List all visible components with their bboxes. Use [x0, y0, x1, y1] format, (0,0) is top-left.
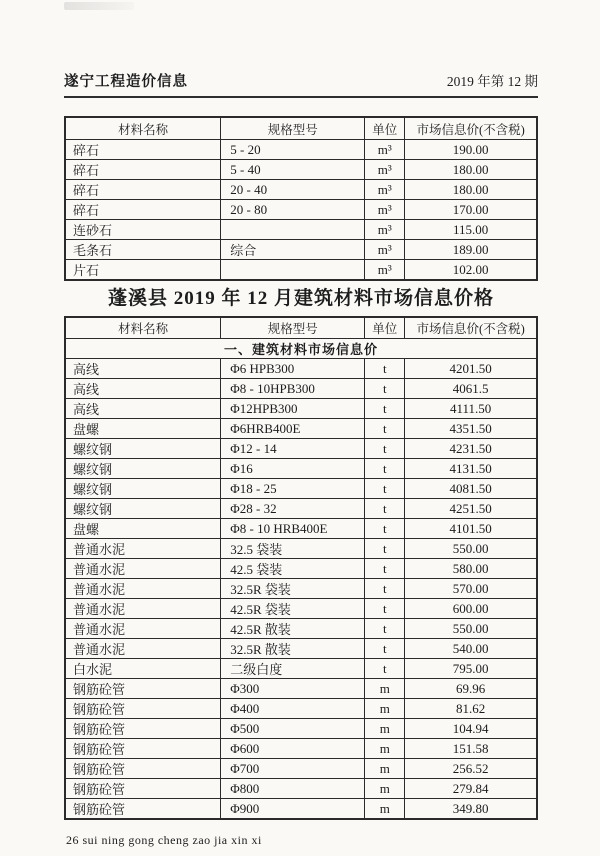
column-header-price: 市场信息价(不含税) [405, 117, 537, 140]
table-row [65, 779, 537, 799]
table-cell: m³ [365, 180, 405, 200]
table-cell: 580.00 [405, 559, 537, 579]
table-cell: 钢筋砼管 [65, 699, 221, 719]
table-row [65, 539, 537, 559]
table-cell: 4131.50 [405, 459, 537, 479]
table-cell: Φ8 - 10HPB300 [221, 379, 365, 399]
table-cell: 32.5R 袋装 [221, 579, 365, 599]
table-cell: m³ [365, 260, 405, 281]
table-cell: 69.96 [405, 679, 537, 699]
table-cell: 550.00 [405, 619, 537, 639]
table-header-row [65, 317, 537, 339]
table-row [65, 579, 537, 599]
table-row [65, 519, 537, 539]
table-cell: 普通水泥 [65, 559, 221, 579]
table-row [65, 399, 537, 419]
table-cell: 104.94 [405, 719, 537, 739]
table-cell: 二级白度 [221, 659, 365, 679]
table-row [65, 419, 537, 439]
table-row [65, 140, 537, 160]
table-cell: Φ12 - 14 [221, 439, 365, 459]
table-cell: 5 - 40 [221, 160, 365, 180]
table-cell: 4201.50 [405, 359, 537, 379]
table-cell: 4251.50 [405, 499, 537, 519]
table-cell: 钢筋砼管 [65, 799, 221, 820]
table-cell: 综合 [221, 240, 365, 260]
table-cell: Φ700 [221, 759, 365, 779]
table-cell: 普通水泥 [65, 599, 221, 619]
table-cell: 256.52 [405, 759, 537, 779]
table-cell: Φ18 - 25 [221, 479, 365, 499]
column-header-price: 市场信息价(不含税) [405, 317, 537, 339]
table-cell: 4231.50 [405, 439, 537, 459]
table-cell: 5 - 20 [221, 140, 365, 160]
table-cell: Φ500 [221, 719, 365, 739]
table-cell: 102.00 [405, 260, 537, 281]
table-header-row [65, 117, 537, 140]
table-cell: 81.62 [405, 699, 537, 719]
table-cell: 4061.5 [405, 379, 537, 399]
table-cell [221, 220, 365, 240]
table-cell: m [365, 679, 405, 699]
table-cell: 4111.50 [405, 399, 537, 419]
column-header-material-name: 材料名称 [65, 317, 221, 339]
table-cell: m [365, 779, 405, 799]
table-cell: 钢筋砼管 [65, 779, 221, 799]
table-cell: t [365, 619, 405, 639]
page-footer: 26 sui ning gong cheng zao jia xin xi [66, 833, 262, 847]
table-row [65, 200, 537, 220]
masthead [64, 70, 538, 98]
table-cell: m³ [365, 240, 405, 260]
table-cell: 高线 [65, 399, 221, 419]
table-cell: 170.00 [405, 200, 537, 220]
table-cell: 钢筋砼管 [65, 679, 221, 699]
table-row [65, 260, 537, 281]
table-body [65, 140, 537, 281]
table-cell: t [365, 459, 405, 479]
table-cell: 螺纹钢 [65, 479, 221, 499]
table-cell: 普通水泥 [65, 539, 221, 559]
table-row [65, 160, 537, 180]
table-cell: 高线 [65, 379, 221, 399]
table-cell: t [365, 579, 405, 599]
column-header-spec: 规格型号 [221, 317, 365, 339]
table-cell: 42.5 袋装 [221, 559, 365, 579]
table-cell: Φ300 [221, 679, 365, 699]
table-cell: t [365, 539, 405, 559]
table-cell: 高线 [65, 359, 221, 379]
table-row [65, 699, 537, 719]
table-row [65, 719, 537, 739]
table-row [65, 180, 537, 200]
table-cell: 钢筋砼管 [65, 719, 221, 739]
table-row [65, 359, 537, 379]
column-header-unit: 单位 [365, 117, 405, 140]
table-cell: 180.00 [405, 180, 537, 200]
table-cell: 42.5R 袋装 [221, 599, 365, 619]
table-cell: 540.00 [405, 639, 537, 659]
table-cell: t [365, 359, 405, 379]
table-cell: Φ28 - 32 [221, 499, 365, 519]
table-cell: 180.00 [405, 160, 537, 180]
table-cell: 碎石 [65, 140, 221, 160]
table-cell: t [365, 439, 405, 459]
table-cell: 螺纹钢 [65, 459, 221, 479]
table-cell: m³ [365, 140, 405, 160]
table-row [65, 739, 537, 759]
table-cell: 碎石 [65, 160, 221, 180]
table-cell: t [365, 499, 405, 519]
table-cell: t [365, 379, 405, 399]
table-row [65, 459, 537, 479]
table-cell: 20 - 80 [221, 200, 365, 220]
table-cell: m³ [365, 200, 405, 220]
column-header-material-name: 材料名称 [65, 117, 221, 140]
table-cell: m [365, 739, 405, 759]
table-cell: 151.58 [405, 739, 537, 759]
journal-title: 遂宁工程造价信息 [64, 74, 188, 90]
table-cell: Φ16 [221, 459, 365, 479]
table-cell: 钢筋砼管 [65, 739, 221, 759]
table-cell: m [365, 799, 405, 820]
table-cell: 189.00 [405, 240, 537, 260]
table-cell: 4351.50 [405, 419, 537, 439]
table-row [65, 439, 537, 459]
table-cell: 普通水泥 [65, 579, 221, 599]
table-body [65, 359, 537, 820]
section-title: 一、建筑材料市场信息价 [65, 339, 537, 359]
table-cell: Φ400 [221, 699, 365, 719]
table-cell: 普通水泥 [65, 639, 221, 659]
table-row [65, 379, 537, 399]
table-cell: t [365, 519, 405, 539]
table-cell: 600.00 [405, 599, 537, 619]
table-cell: 4101.50 [405, 519, 537, 539]
table-cell: 570.00 [405, 579, 537, 599]
table-row [65, 619, 537, 639]
table-cell: t [365, 559, 405, 579]
table-cell: t [365, 479, 405, 499]
table-row [65, 659, 537, 679]
table-cell: 白水泥 [65, 659, 221, 679]
table-row [65, 759, 537, 779]
table-cell: m³ [365, 220, 405, 240]
table-cell: 279.84 [405, 779, 537, 799]
table-row [65, 679, 537, 699]
table-cell: 毛条石 [65, 240, 221, 260]
table-cell: 190.00 [405, 140, 537, 160]
table-cell: 4081.50 [405, 479, 537, 499]
table-row [65, 240, 537, 260]
table-row [65, 479, 537, 499]
table-cell: Φ800 [221, 779, 365, 799]
table-cell: Φ900 [221, 799, 365, 820]
table-cell: 42.5R 散装 [221, 619, 365, 639]
table-cell: 32.5 袋装 [221, 539, 365, 559]
column-header-unit: 单位 [365, 317, 405, 339]
table-row [65, 599, 537, 619]
table-cell: 349.80 [405, 799, 537, 820]
table-cell: t [365, 659, 405, 679]
table-cell: m [365, 759, 405, 779]
table-cell: 盘螺 [65, 419, 221, 439]
section-header-row [65, 339, 537, 359]
table-cell: 钢筋砼管 [65, 759, 221, 779]
table-cell [221, 260, 365, 281]
issue-number: 2019 年第 12 期 [446, 74, 538, 89]
table-row [65, 559, 537, 579]
table-cell: 螺纹钢 [65, 439, 221, 459]
table-cell: t [365, 639, 405, 659]
table-cell: Φ6HRB400E [221, 419, 365, 439]
column-header-spec: 规格型号 [221, 117, 365, 140]
materials-table-top [64, 116, 538, 281]
materials-table-main [64, 316, 538, 820]
table-cell: Φ600 [221, 739, 365, 759]
table-cell: 碎石 [65, 180, 221, 200]
table-cell: 片石 [65, 260, 221, 281]
table-cell: 连砂石 [65, 220, 221, 240]
table-cell: 普通水泥 [65, 619, 221, 639]
table-cell: 盘螺 [65, 519, 221, 539]
table-cell: 20 - 40 [221, 180, 365, 200]
table-cell: 碎石 [65, 200, 221, 220]
table-cell: Φ6 HPB300 [221, 359, 365, 379]
table-row [65, 220, 537, 240]
table-cell: 螺纹钢 [65, 499, 221, 519]
table-cell: Φ8 - 10 HRB400E [221, 519, 365, 539]
table-cell: m [365, 699, 405, 719]
table-cell: 32.5R 散装 [221, 639, 365, 659]
table-cell: t [365, 599, 405, 619]
table-cell: t [365, 419, 405, 439]
table-cell: t [365, 399, 405, 419]
table-cell: m³ [365, 160, 405, 180]
table-row [65, 499, 537, 519]
table-row [65, 799, 537, 820]
table-cell: Φ12HPB300 [221, 399, 365, 419]
table-cell: 550.00 [405, 539, 537, 559]
page-title: 蓬溪县 2019 年 12 月建筑材料市场信息价格 [107, 288, 494, 309]
table-cell: m [365, 719, 405, 739]
table-cell: 115.00 [405, 220, 537, 240]
table-cell: 795.00 [405, 659, 537, 679]
table-row [65, 639, 537, 659]
